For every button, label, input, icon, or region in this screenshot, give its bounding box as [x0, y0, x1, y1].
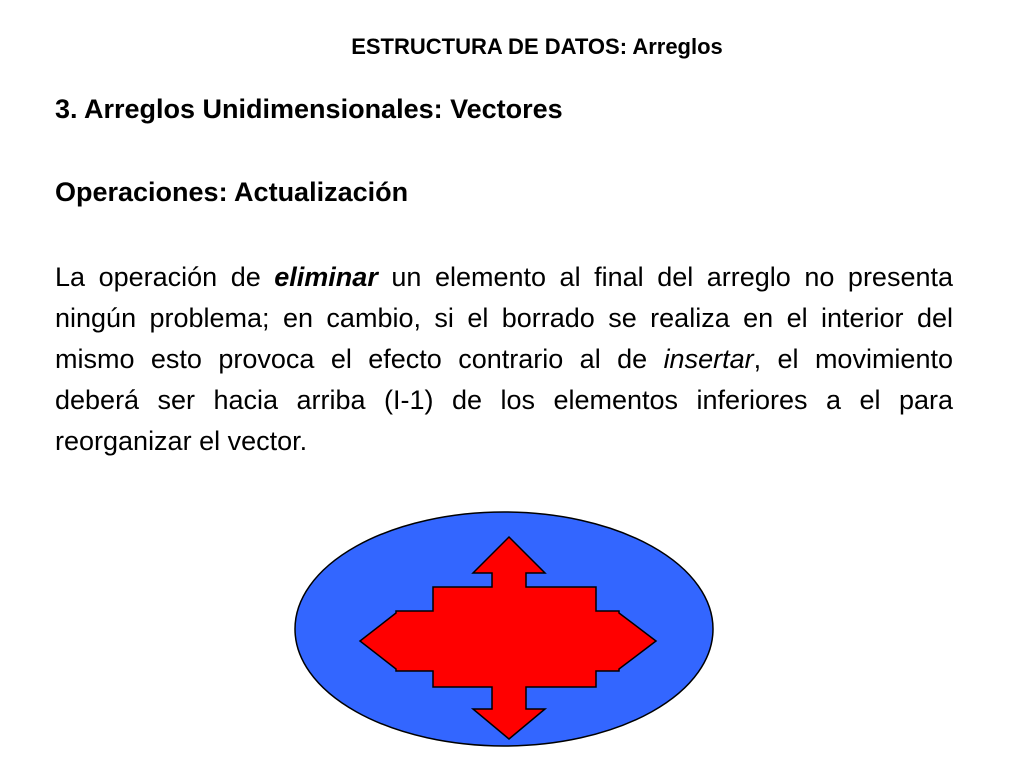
paragraph-text-3: , el movimiento deberá ser hacia arriba (I-1) de los elementos inferiores a el para reorganizar el vector. — [55, 344, 953, 456]
body-paragraph — [55, 257, 953, 462]
emphasis-eliminar: eliminar — [274, 262, 378, 292]
section-heading: 3. Arreglos Unidimensionales: Vectores — [55, 94, 563, 124]
page-title: ESTRUCTURA DE DATOS: Arreglos — [351, 34, 723, 59]
paragraph-text-1: La operación de — [55, 262, 275, 292]
sub-heading: Operaciones: Actualización — [55, 177, 409, 207]
paragraph-text-2: un elemento al final del arreglo no presenta ningún problema; en cambio, si el borrado se realiza en el interior del mismo esto provoca el efecto contrario al de — [55, 262, 954, 374]
four-way-arrow-in-ellipse-icon — [290, 510, 720, 755]
emphasis-insertar: insertar — [663, 344, 754, 374]
